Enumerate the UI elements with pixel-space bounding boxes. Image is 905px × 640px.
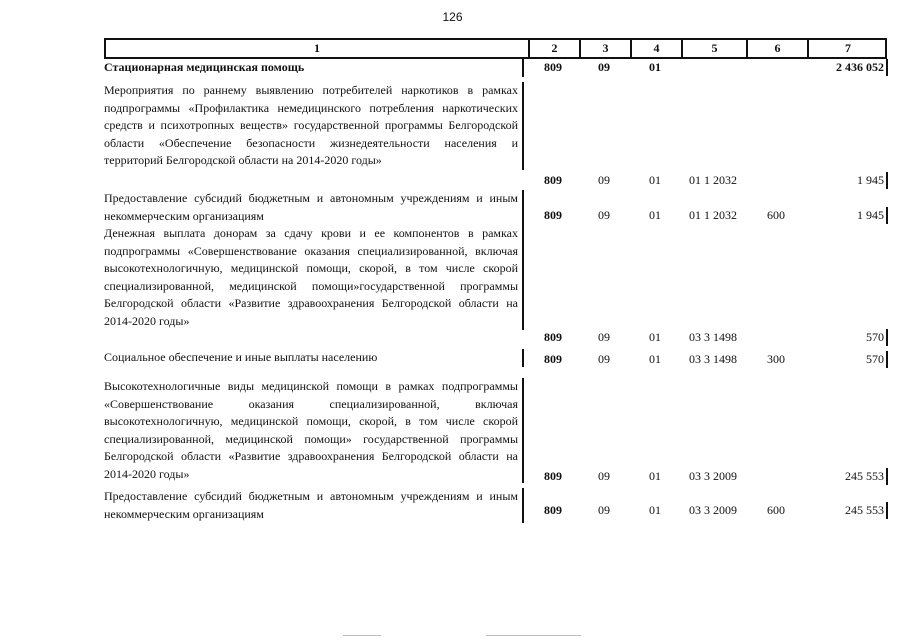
cell-amount: 570 [807,329,888,346]
cell-type: 600 [767,208,785,222]
table-row [104,378,887,486]
cell-subsection: 01 [649,503,661,517]
page-number: 126 [442,10,463,24]
cell-amount: 570 [807,351,888,368]
cell-section: 09 [598,503,610,517]
cell-subsection: 01 [649,173,661,187]
cell-code: 809 [544,330,562,344]
cell-amount: 1 945 [807,207,888,224]
cell-type: 600 [767,503,785,517]
cell-target: 03 3 2009 [689,469,737,483]
budget-table [104,38,887,521]
cell-amount: 245 553 [807,468,888,485]
table-header [104,38,887,59]
cell-type: 300 [767,352,785,366]
header-col-2: 2 [528,40,579,57]
cell-section: 09 [598,352,610,366]
scan-artifact [343,635,381,636]
cell-code: 809 [544,352,562,366]
row-description: Денежная выплата донорам за сдачу крови и ее компонентов в рамках подпрограммы «Совершенствование оказания специализированной, включая высокотехнологичную, медицинской помощи, скорой, в том числе скорой специализированной, медицинской помощи»государственной программы Белгородской области «Развитие здравоохранения Белгородской области на 2014-2020 годы» [104,225,524,330]
header-col-6: 6 [746,40,807,57]
cell-code: 809 [544,503,562,517]
cell-subsection: 01 [649,330,661,344]
cell-amount: 1 945 [807,172,888,189]
header-col-7: 7 [807,40,887,57]
header-col-5: 5 [681,40,746,57]
header-col-4: 4 [630,40,681,57]
cell-target: 03 3 1498 [689,330,737,344]
cell-target: 03 3 1498 [689,352,737,366]
row-description: Стационарная медицинская помощь [104,59,524,77]
table-row [104,225,887,347]
cell-amount: 245 553 [807,502,888,519]
row-description: Предоставление субсидий бюджетным и автономным учреждениям и иным некоммерческим организациям [104,488,524,523]
cell-target: 01 1 2032 [689,208,737,222]
cell-section: 09 [598,330,610,344]
cell-target: 01 1 2032 [689,173,737,187]
table-row [104,59,887,77]
row-description: Высокотехнологичные виды медицинской помощи в рамках подпрограммы «Совершенствование оказания специализированной, включая высокотехнологичную, медицинской помощи, скорой, в том числе скорой специализированной, медицинской помощи» государственной программы Белгородской области «Развитие здравоохранения Белгородской области на 2014-2020 годы» [104,378,524,483]
table-row [104,488,887,522]
cell-section: 09 [598,173,610,187]
header-col-3: 3 [579,40,630,57]
cell-section: 09 [598,469,610,483]
scan-artifact [486,635,581,636]
cell-subsection: 01 [649,208,661,222]
cell-target: 03 3 2009 [689,503,737,517]
cell-code: 809 [544,208,562,222]
cell-subsection: 01 [649,60,661,74]
cell-code: 809 [544,469,562,483]
header-col-1: 1 [314,41,320,55]
row-description: Социальное обеспечение и иные выплаты населению [104,349,524,367]
cell-section: 09 [598,60,610,74]
cell-code: 809 [544,173,562,187]
table-row [104,190,887,225]
cell-code: 809 [544,60,562,74]
cell-amount: 2 436 052 [807,59,888,76]
cell-subsection: 01 [649,469,661,483]
cell-section: 09 [598,208,610,222]
table-row [104,349,887,377]
table-row [104,82,887,188]
cell-subsection: 01 [649,352,661,366]
row-description: Мероприятия по раннему выявлению потребителей наркотиков в рамках подпрограммы «Профилактика немедицинского потребления наркотических средств и психотропных веществ» государственной программы Белгородской области «Обеспечение безопасности жизнедеятельности населения и территорий Белгородской области на 2014-2020 годы» [104,82,524,170]
row-description: Предоставление субсидий бюджетным и автономным учреждениям и иным некоммерческим организациям [104,190,524,225]
